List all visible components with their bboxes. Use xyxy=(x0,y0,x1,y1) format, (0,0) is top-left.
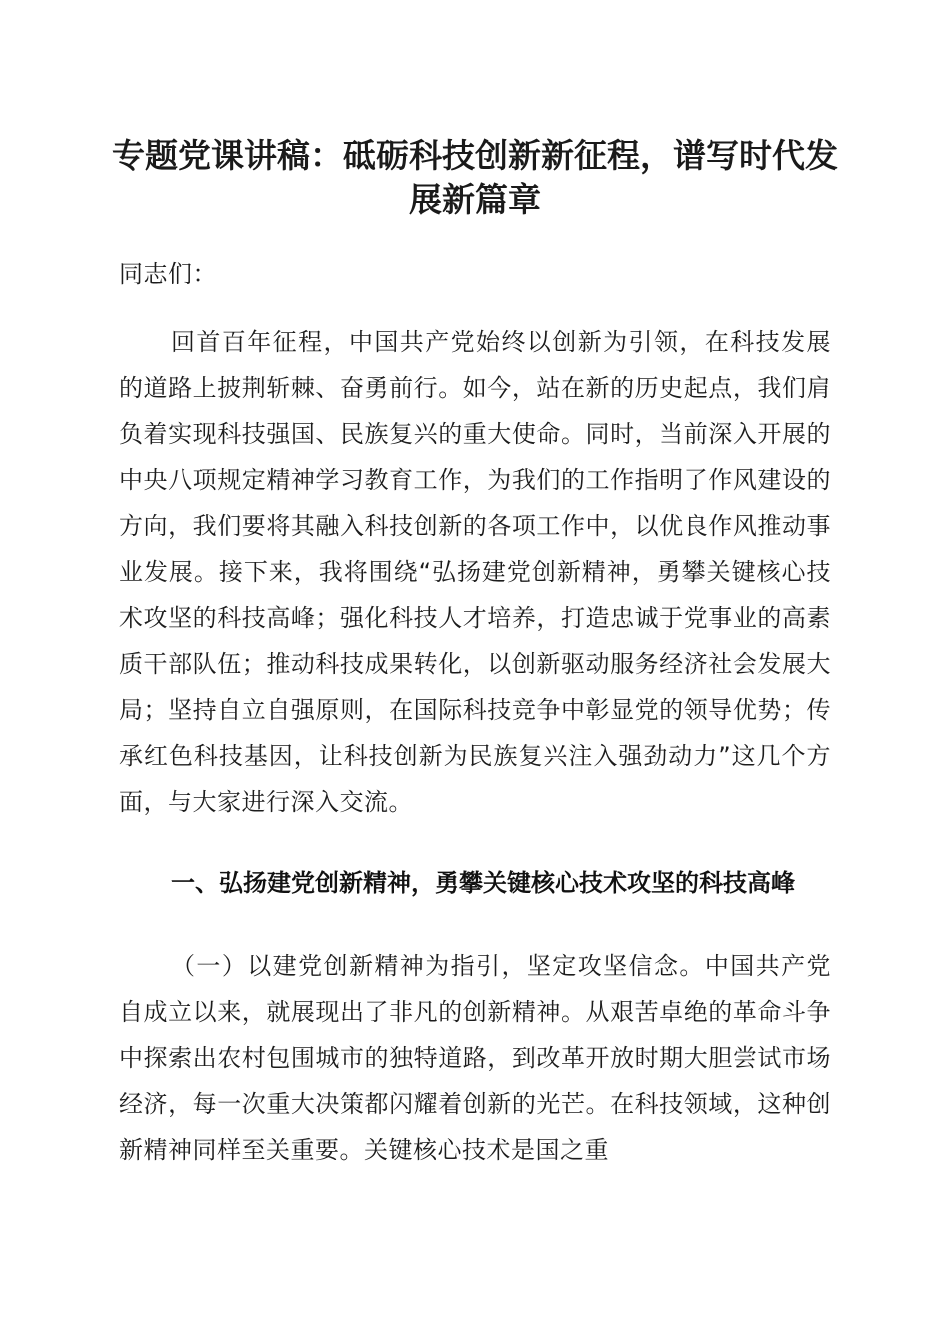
greeting: 同志们： xyxy=(119,260,217,288)
section-heading-1: 一、弘扬建党创新精神，勇攀关键核心技术攻坚的科技高峰 xyxy=(171,869,795,897)
intro-paragraph: 回首百年征程，中国共产党始终以创新为引领，在科技发展的道路上披荆斩棘、奋勇前行。如今，站在新的历史起点，我们肩负着实现科技强国、民族复兴的重大使命。同时，当前深入开展的中央八项规定精神学习教育工作，为我们的工作指明了作风建设的方向，我们要将其融入科技创新的各项工作中，以优良作风推动事业发展。接下来，我将围绕“弘扬建党创新精神，勇攀关键核心技术攻坚的科技高峰；强化科技人才培养，打造忠诚于党事业的高素质干部队伍；推动科技成果转化，以创新驱动服务经济社会发展大局；坚持自立自强原则，在国际科技竞争中彰显党的领导优势；传承红色科技基因，让科技创新为民族复兴注入强劲动力”这几个方面，与大家进行深入交流。 xyxy=(119,328,831,816)
document-title: 专题党课讲稿：砥砺科技创新新征程，谱写时代发展新篇章 xyxy=(112,136,838,219)
section1-paragraph-1: （一）以建党创新精神为指引，坚定攻坚信念。中国共产党自成立以来，就展现出了非凡的创新精神。从艰苦卓绝的革命斗争中探索出农村包围城市的独特道路，到改革开放时期大胆尝试市场经济，每一次重大决策都闪耀着创新的光芒。在科技领域，这种创新精神同样至关重要。关键核心技术是国之重 xyxy=(119,952,831,1164)
